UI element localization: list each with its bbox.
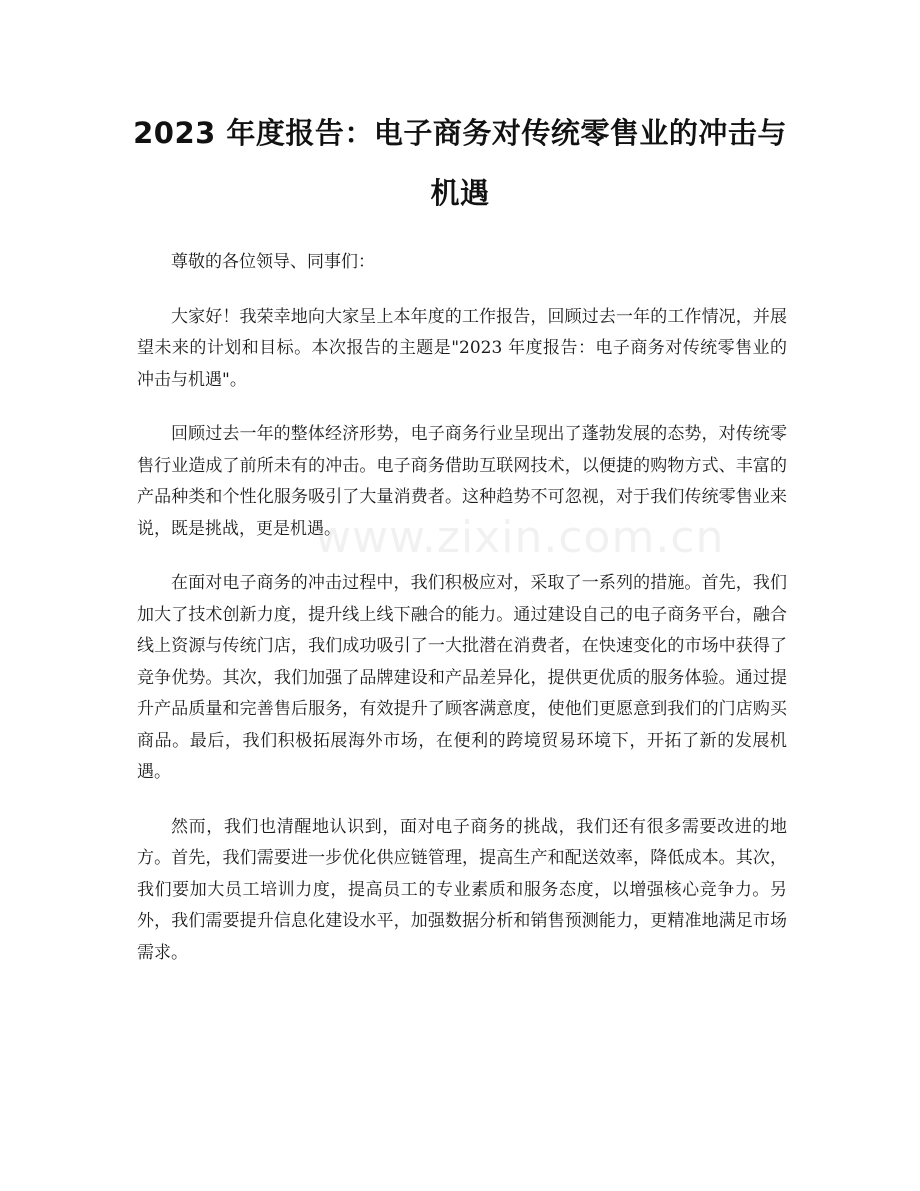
document-body [137, 247, 787, 992]
intro-paragraph: 大家好！我荣幸地向大家呈上本年度的工作报告，回顾过去一年的工作情况，并展望未来的计划和目标。本次报告的主题是"2023 年度报告：电子商务对传统零售业的冲击与机遇"。 [137, 306, 787, 390]
document-title: 2023 年度报告：电子商务对传统零售业的冲击与机遇 [133, 116, 787, 210]
review-paragraph: 回顾过去一年的整体经济形势，电子商务行业呈现出了蓬勃发展的态势，对传统零售行业造成了前所未有的冲击。电子商务借助互联网技术，以便捷的购物方式、丰富的产品种类和个性化服务吸引了大量消费者。这种趋势不可忽视，对于我们传统零售业来说，既是挑战，更是机遇。 [137, 424, 787, 539]
improvements-paragraph: 然而，我们也清醒地认识到，面对电子商务的挑战，我们还有很多需要改进的地方。首先，我们需要进一步优化供应链管理，提高生产和配送效率，降低成本。其次，我们要加大员工培训力度，提高员工的专业素质和服务态度，以增强核心竞争力。另外，我们需要提升信息化建设水平，加强数据分析和销售预测能力，更精准地满足市场需求。 [137, 816, 787, 963]
watermark: www.zixin.com.cn [315, 512, 725, 563]
measures-paragraph: 在面对电子商务的冲击过程中，我们积极应对，采取了一系列的措施。首先，我们加大了技术创新力度，提升线上线下融合的能力。通过建设自己的电子商务平台，融合线上资源与传统门店，我们成功吸引了一大批潜在消费者，在快速变化的市场中获得了竞争优势。其次，我们加强了品牌建设和产品差异化，提供更优质的服务体验。通过提升产品质量和完善售后服务，有效提升了顾客满意度，使他们更愿意到我们的门店购买商品。最后，我们积极拓展海外市场，在便利的跨境贸易环境下，开拓了新的发展机遇。 [137, 573, 787, 782]
salutation-paragraph: 尊敬的各位领导、同事们： [171, 252, 375, 272]
